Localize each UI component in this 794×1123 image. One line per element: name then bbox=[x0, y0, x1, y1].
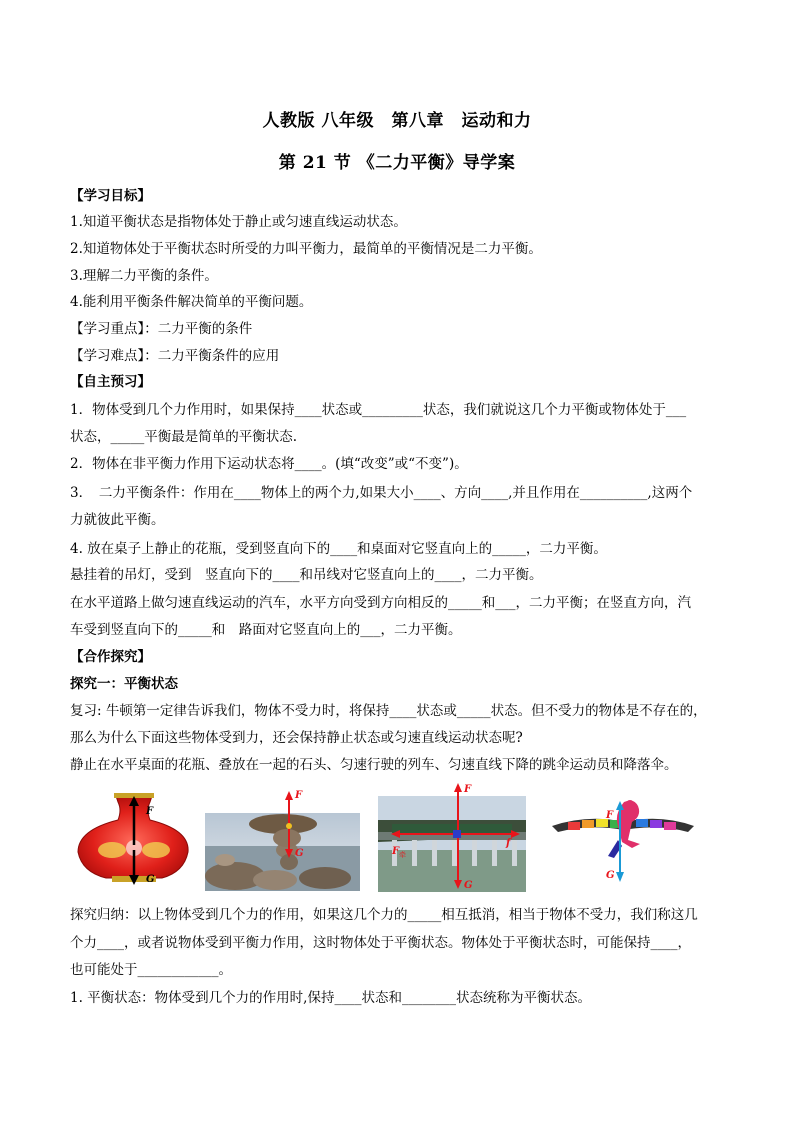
text-line: 【学习难点】：二力平衡条件的应用 bbox=[70, 348, 280, 364]
parachute-figure bbox=[548, 796, 698, 886]
text-line: 那么为什么下面这些物体受到力，还会保持静止状态或匀速直线运动状态呢? bbox=[70, 730, 523, 746]
subsection-heading: 探究一：平衡状态 bbox=[70, 676, 178, 692]
text-line: 2．物体在非平衡力作用下运动状态将____。(填“改变”或“不变”)。 bbox=[70, 456, 468, 472]
text-line: 在水平道路上做匀速直线运动的汽车，水平方向受到方向相反的_____和___，二力平衡；在竖直方向，汽 bbox=[70, 595, 691, 611]
text-line: 1. 平衡状态：物体受到几个力的作用时,保持____状态和________状态统称为平衡状态。 bbox=[70, 990, 591, 1006]
text-line: 状态，_____平衡最是简单的平衡状态. bbox=[70, 429, 298, 445]
force-G-label: G bbox=[464, 880, 473, 891]
force-F-label: F bbox=[464, 784, 472, 795]
force-F-label: F bbox=[295, 790, 303, 801]
section-heading: 【自主预习】 bbox=[70, 374, 151, 390]
text-line: 探究归纳：以上物体受到几个力的作用，如果这几个力的_____相互抵消，相当于物体不受力，我们称这几 bbox=[70, 907, 698, 923]
text-line: 车受到竖直向下的_____和 路面对它竖直向上的___，二力平衡。 bbox=[70, 622, 462, 638]
text-line: 复习: 牛顿第一定律告诉我们，物体不受力时，将保持____状态或_____状态。但不受力的物体是不存在的， bbox=[70, 703, 707, 719]
text-line: 4. 放在桌子上静止的花瓶，受到竖直向下的____和桌面对它竖直向上的_____，二力平衡。 bbox=[70, 541, 607, 557]
force-G-label: G bbox=[146, 874, 155, 885]
text-line: 3． 二力平衡条件：作用在____物体上的两个力,如果大小____、方向____,并且作用在__________,这两个 bbox=[70, 485, 693, 501]
text-line: 2.知道物体处于平衡状态时所受的力叫平衡力，最简单的平衡情况是二力平衡。 bbox=[70, 241, 542, 257]
doc-subtitle: 第 21 节 《二力平衡》导学案 bbox=[278, 153, 516, 173]
text-line: 力就彼此平衡。 bbox=[70, 512, 165, 528]
friction-force-label: f bbox=[506, 838, 511, 849]
text-line: 1．物体受到几个力作用时，如果保持____状态或_________状态，我们就说这几个力平衡或物体处于___ bbox=[70, 402, 687, 418]
text-line: 悬挂着的吊灯，受到 竖直向下的____和吊线对它竖直向上的____，二力平衡。 bbox=[70, 567, 543, 583]
train-figure bbox=[378, 780, 526, 892]
force-G-label: G bbox=[606, 870, 615, 881]
force-F-label: F bbox=[606, 810, 614, 821]
rocks-figure bbox=[205, 788, 360, 891]
force-G-label: G bbox=[295, 848, 304, 859]
text-line: 1.知道平衡状态是指物体处于静止或匀速直线运动状态。 bbox=[70, 214, 407, 230]
section-heading: 【学习目标】 bbox=[70, 188, 151, 204]
text-line: 个力____，或者说物体受到平衡力作用，这时物体处于平衡状态。物体处于平衡状态时，可能保持____， bbox=[70, 935, 691, 951]
text-line: 3.理解二力平衡的条件。 bbox=[70, 268, 218, 284]
traction-force-label: F bbox=[392, 846, 400, 857]
text-line: 4.能利用平衡条件解决简单的平衡问题。 bbox=[70, 294, 313, 310]
force-F-label: F bbox=[146, 806, 154, 817]
doc-title: 人教版 八年级 第八章 运动和力 bbox=[262, 111, 532, 131]
section-heading: 【合作探究】 bbox=[70, 649, 151, 665]
text-line: 也可能处于____________。 bbox=[70, 962, 232, 978]
text-line: 【学习重点】：二力平衡的条件 bbox=[70, 321, 253, 337]
traction-force-subscript: 牵 bbox=[399, 851, 406, 859]
vase-figure bbox=[72, 790, 196, 890]
text-line: 静止在水平桌面的花瓶、叠放在一起的石头、匀速行驶的列车、匀速直线下降的跳伞运动员和降落伞。 bbox=[70, 757, 678, 773]
